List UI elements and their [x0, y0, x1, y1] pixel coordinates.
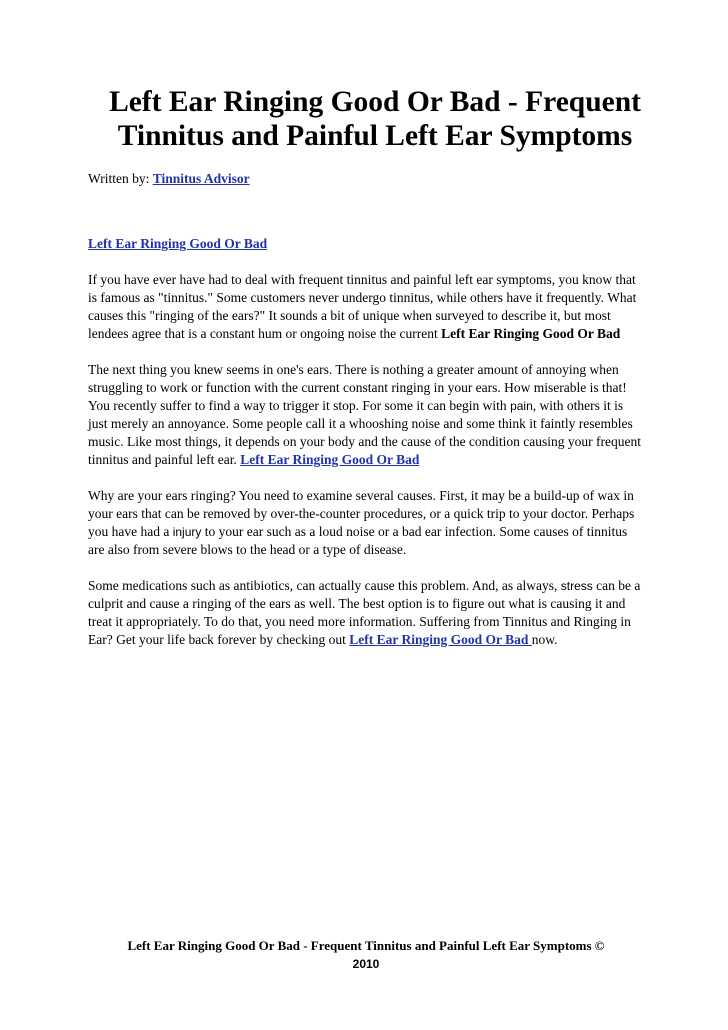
- article-body: [88, 235, 644, 667]
- title-line-2: Tinnitus and Painful Left Ear Symptoms: [117, 120, 633, 152]
- heading-link[interactable]: Left Ear Ringing Good Or Bad: [88, 236, 268, 251]
- paragraph-2-text-a: The next thing you knew seems in one's ears. There is nothing a greater amount of annoying when struggling to work or function with the current constant ringing in your ears. How miserable is that! You recently suffer to find a way to trigger it stop. For some it can begin with: [88, 362, 627, 413]
- byline: [88, 170, 250, 188]
- paragraph-3-text-a: Why are your ears ringing? You need to examine several causes. First, it may be a build-up of wax in your ears that can be removed by over-the-counter procedures, or a quick trip to your doctor. Perhaps you have had a: [88, 488, 635, 539]
- paragraph-1-bold: Left Ear Ringing Good Or Bad: [441, 326, 621, 341]
- paragraph-1-text: If you have ever have had to deal with frequent tinnitus and painful left ear symptoms, you know that is famous as "tinnitus." Some customers never undergo tinnitus, while others have it frequently. What causes this "ringing of the ears?" It sounds a bit of unique when surveyed to describe it, but most lendees agree that is a constant hum or ongoing noise the current: [88, 272, 637, 341]
- paragraph-3-text-b: to your ear such as a loud noise or a bad ear infection. Some causes of tinnitus are also from severe blows to the head or a type of disease.: [88, 524, 628, 557]
- author-link[interactable]: Tinnitus Advisor: [152, 171, 250, 186]
- paragraph-2-link[interactable]: Left Ear Ringing Good Or Bad: [240, 452, 420, 467]
- paragraph-4: [88, 577, 644, 649]
- paragraph-2: [88, 361, 644, 469]
- paragraph-4-link[interactable]: Left Ear Ringing Good Or Bad: [349, 632, 532, 647]
- paragraph-2-word-pain: pain: [510, 399, 533, 413]
- page-footer: [88, 937, 644, 973]
- heading-paragraph: [88, 235, 644, 253]
- footer-year: 2010: [352, 957, 380, 971]
- paragraph-3-word-injury: injury: [172, 525, 202, 539]
- paragraph-4-text-c: now.: [531, 632, 558, 647]
- page-title: [60, 85, 690, 153]
- paragraph-4-text-b: can be a culprit and cause a ringing of the ears as well. The best option is to figure out what is causing it and treat it appropriately. To do that, you need more information. Suffering from Tinnitus and Ringing in Ear? Get your life back forever by checking out: [88, 578, 641, 647]
- footer-text: Left Ear Ringing Good Or Bad - Frequent Tinnitus and Painful Left Ear Symptoms ©: [127, 938, 605, 953]
- paragraph-3: [88, 487, 644, 559]
- paragraph-4-text-a: Some medications such as antibiotics, can actually cause this problem. And, as always,: [88, 578, 561, 593]
- paragraph-1: [88, 271, 644, 343]
- title-line-1: Left Ear Ringing Good Or Bad - Frequent: [109, 86, 641, 118]
- paragraph-2-text-b: , with others it is just merely an annoyance. Some people call it a whooshing noise and some think it faintly resembles music. Like most things, it depends on your body and the cause of the condition causing your frequent tinnitus and painful left ear.: [88, 398, 642, 467]
- paragraph-4-word-stress: stress: [560, 579, 593, 593]
- byline-prefix: Written by:: [88, 171, 153, 186]
